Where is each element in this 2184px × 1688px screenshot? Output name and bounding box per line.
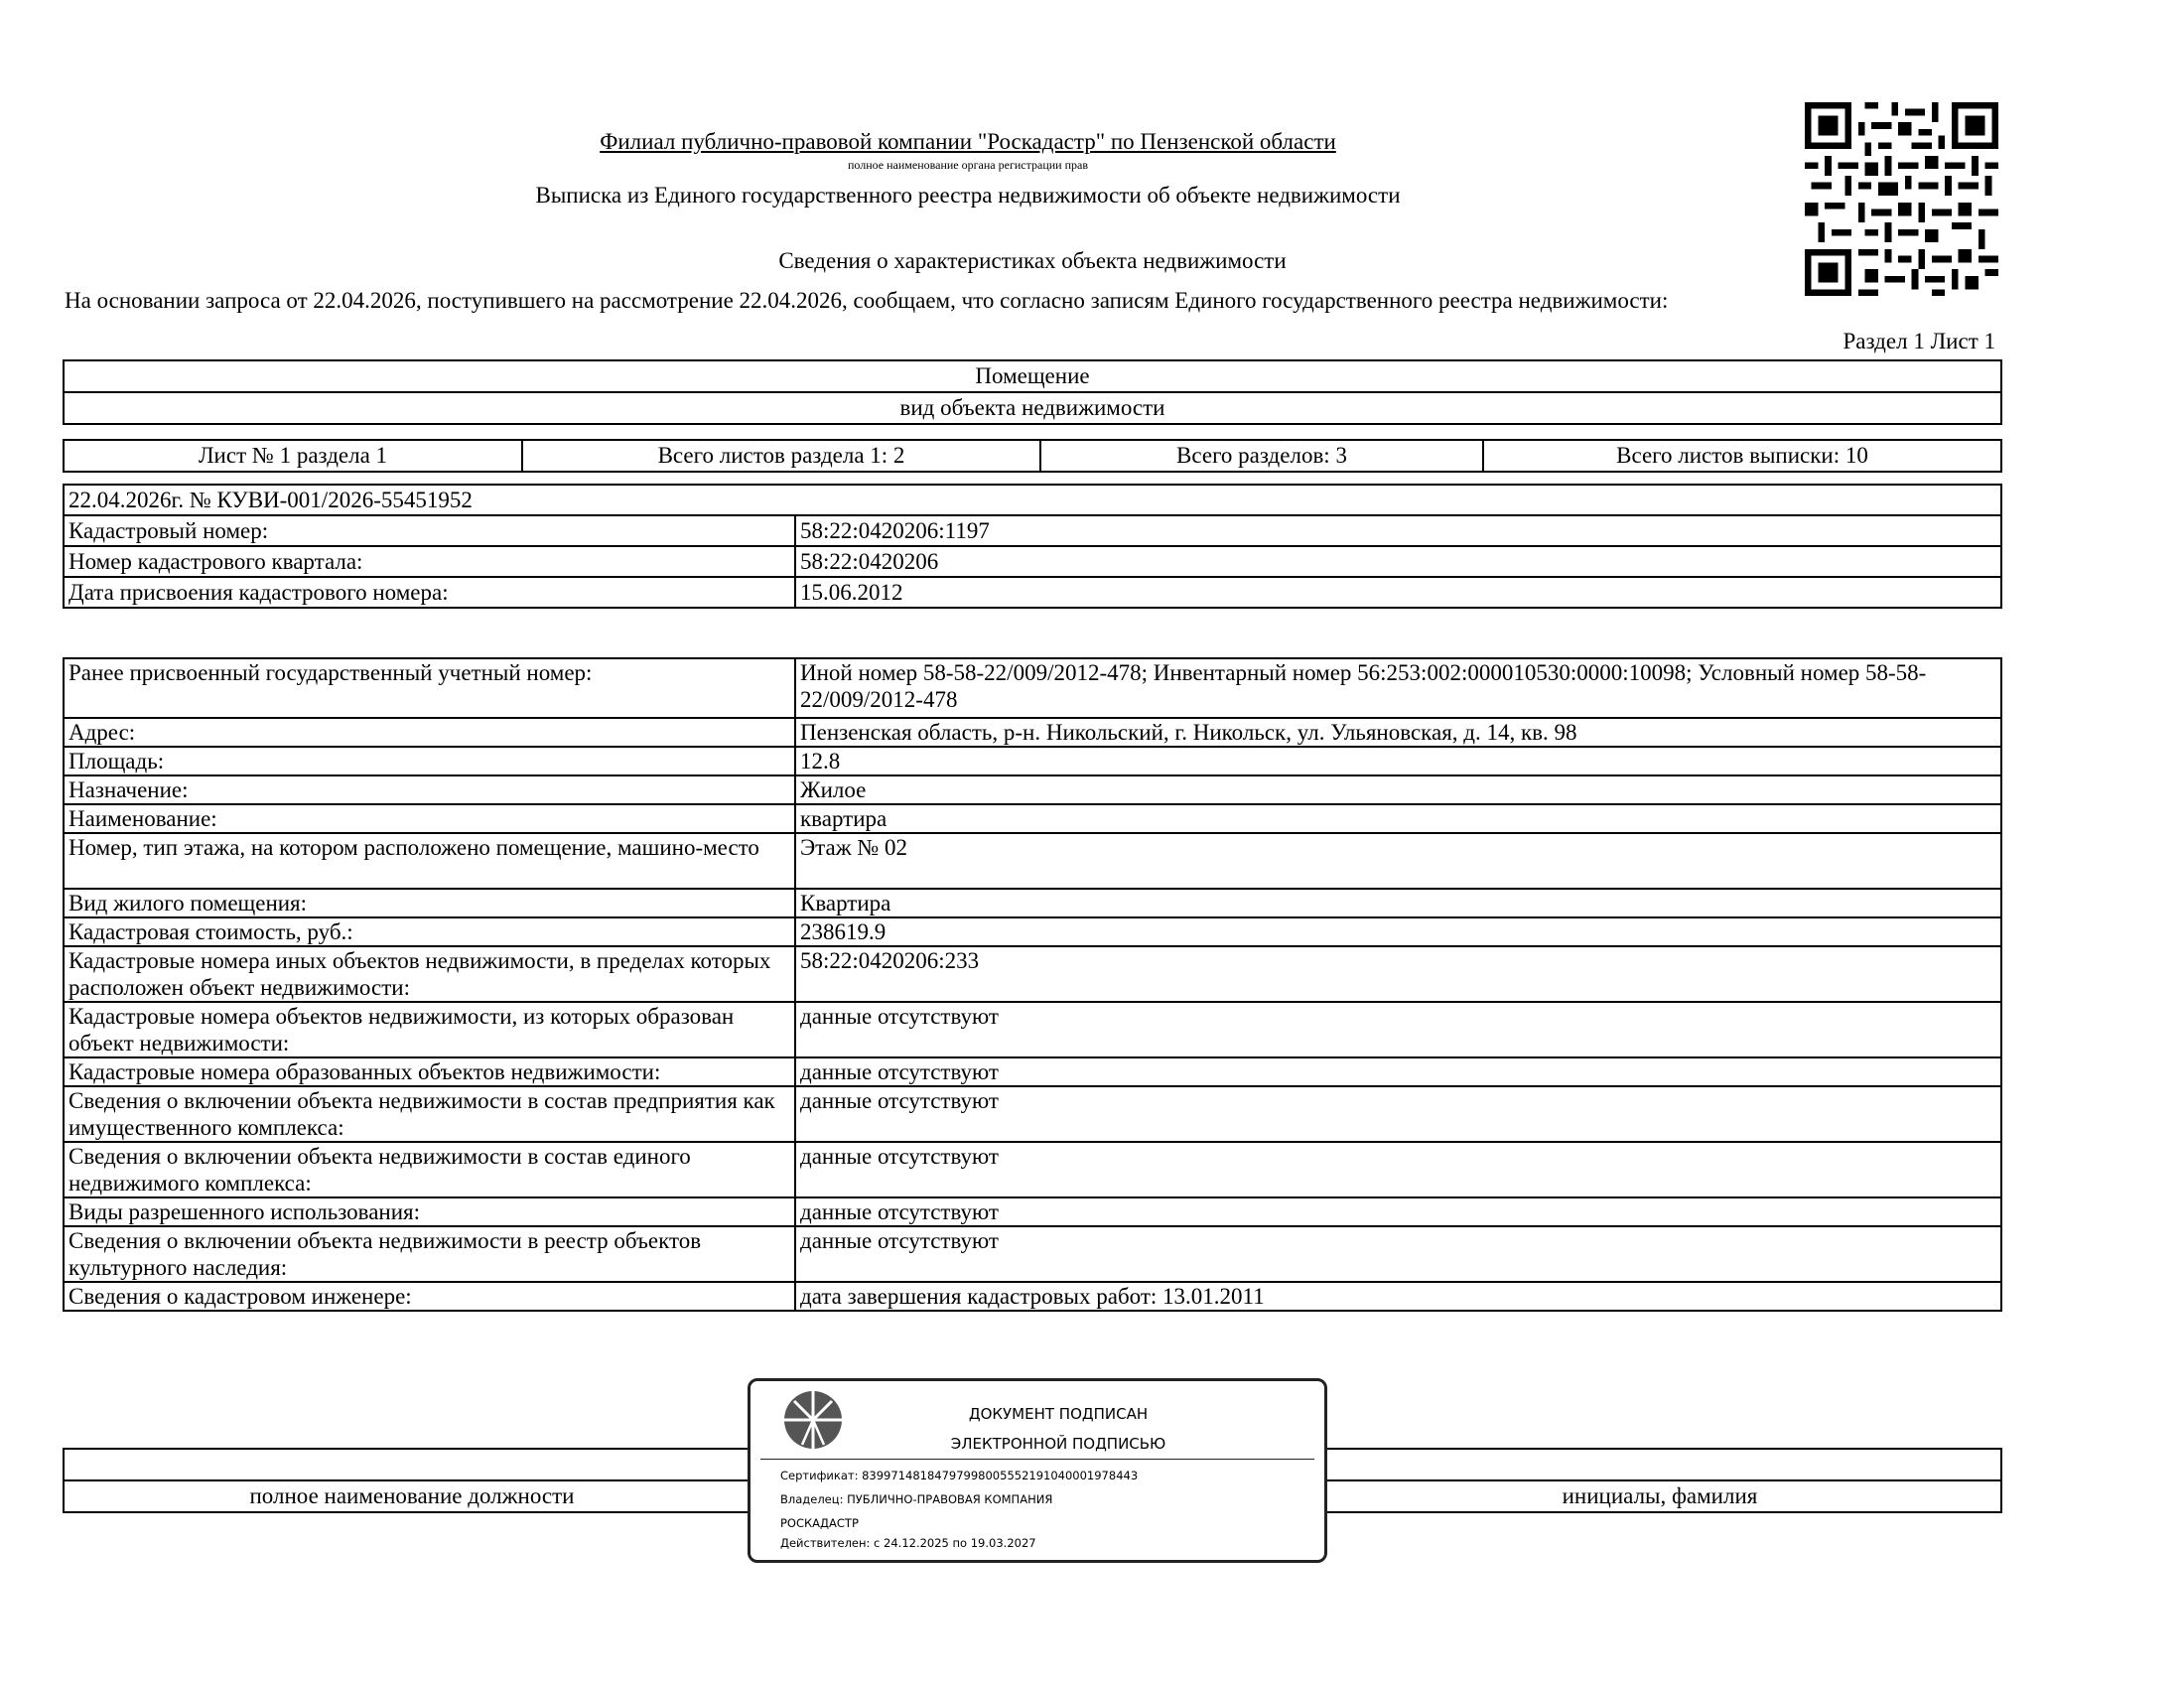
table-row [64,1197,2001,1226]
total-section-sheets: Всего листов раздела 1: 2 [522,440,1040,472]
electronic-signature-stamp [748,1378,1327,1563]
document-reference: 22.04.2026г. № КУВИ-001/2026-55451952 [64,485,2001,515]
row-label: Вид жилого помещения: [64,889,795,917]
table-row [64,1142,2001,1197]
row-label: Кадастровый номер: [64,515,795,546]
table-row [64,718,2001,747]
object-type: Помещение [64,360,2001,392]
row-value: Пензенская область, р-н. Никольский, г. Никольск, ул. Ульяновская, д. 14, кв. 98 [795,718,2001,747]
row-value: 15.06.2012 [795,577,2001,608]
stamp-validity: Действителен: с 24.12.2025 по 19.03.2027 [780,1536,1036,1550]
sheets-table [63,439,2002,473]
org-caption: полное наименование органа регистрации прав [847,158,1089,172]
stamp-certificate: Сертификат: 839971481847979980055521910400019784​43 [780,1469,1139,1482]
org-title: Филиал публично-правовой компании "Роскадастр" по Пензенской области [600,129,1336,154]
cadastral-header-table [63,484,2002,609]
row-value: данные отсутствуют [795,1002,2001,1057]
table-row [64,747,2001,775]
table-row [64,1282,2001,1311]
stamp-title-line-1: ДОКУМЕНТ ПОДПИСАН [968,1405,1149,1423]
row-value: 238619.9 [795,917,2001,946]
table-row [64,1002,2001,1057]
row-label: Кадастровые номера иных объектов недвижимости, в пределах которых расположен объект недвижимости: [64,946,795,1002]
row-value: 58:22:0420206 [795,546,2001,577]
signature-position-blank [64,1449,760,1480]
row-label: Назначение: [64,775,795,804]
sheet-number: Лист № 1 раздела 1 [64,440,522,472]
table-row [64,546,2001,577]
table-row [64,917,2001,946]
section-label: Раздел 1 Лист 1 [1843,329,1995,353]
row-value: данные отсутствуют [795,1142,2001,1197]
row-label: Сведения о включении объекта недвижимости в реестр объектов культурного наследия: [64,1226,795,1282]
row-value: 12.8 [795,747,2001,775]
doc-subtitle: Сведения о характеристиках объекта недвижимости [778,248,1287,273]
object-type-caption: вид объекта недвижимости [64,392,2001,424]
row-label: Виды разрешенного использования: [64,1197,795,1226]
characteristics-table [63,657,2002,1312]
stamp-divider [760,1459,1314,1460]
row-label: Сведения о кадастровом инженере: [64,1282,795,1311]
qr-code-icon [1805,102,1998,296]
table-row [64,804,2001,833]
row-label: Кадастровые номера образованных объектов недвижимости: [64,1057,795,1086]
row-label: Наименование: [64,804,795,833]
table-row [64,775,2001,804]
position-caption: полное наименование должности [64,1480,760,1512]
row-label: Ранее присвоенный государственный учетный номер: [64,658,795,718]
signature-name-blank [1318,1449,2001,1480]
table-row [64,833,2001,889]
row-label: Номер, тип этажа, на котором расположено помещение, машино-место [64,833,795,889]
row-value: Иной номер 58-58-22/009/2012-478; Инвентарный номер 56:253:002:000010530:0000:10098; Условный номер 58-58-22/009/2012-478 [795,658,2001,718]
name-caption: инициалы, фамилия [1318,1480,2001,1512]
row-value: данные отсутствуют [795,1086,2001,1142]
row-value: квартира [795,804,2001,833]
row-value: дата завершения кадастровых работ: 13.01.2011 [795,1282,2001,1311]
row-value: Квартира [795,889,2001,917]
table-row [64,658,2001,718]
row-value: данные отсутствуют [795,1226,2001,1282]
row-value: 58:22:0420206:1197 [795,515,2001,546]
row-value: Этаж № 02 [795,833,2001,889]
table-row [64,1226,2001,1282]
total-sections: Всего разделов: 3 [1040,440,1483,472]
object-type-table [63,359,2002,425]
row-value: 58:22:0420206:233 [795,946,2001,1002]
row-label: Кадастровая стоимость, руб.: [64,917,795,946]
row-value: данные отсутствуют [795,1197,2001,1226]
doc-title: Выписка из Единого государственного реестра недвижимости об объекте недвижимости [535,183,1401,208]
table-row [64,1057,2001,1086]
row-label: Номер кадастрового квартала: [64,546,795,577]
row-label: Кадастровые номера объектов недвижимости, из которых образован объект недвижимости: [64,1002,795,1057]
roskadastr-emblem-icon [782,1389,844,1451]
table-row [64,515,2001,546]
request-line: На основании запроса от 22.04.2026, поступившего на рассмотрение 22.04.2026, сообщаем, что согласно записям Единого государственного реестра недвижимости: [65,288,1669,313]
total-extract-sheets: Всего листов выписки: 10 [1483,440,2001,472]
stamp-owner-line-2: РОСКАДАСТР [780,1516,859,1530]
row-label: Адрес: [64,718,795,747]
table-row [64,577,2001,608]
table-row [64,946,2001,1002]
table-row [64,889,2001,917]
row-label: Дата присвоения кадастрового номера: [64,577,795,608]
row-value: данные отсутствуют [795,1057,2001,1086]
stamp-owner-line-1: Владелец: ПУБЛИЧНО-ПРАВОВАЯ КОМПАНИЯ [780,1492,1053,1506]
table-row [64,1086,2001,1142]
row-label: Сведения о включении объекта недвижимости в состав предприятия как имущественного комплекса: [64,1086,795,1142]
row-value: Жилое [795,775,2001,804]
stamp-title-line-2: ЭЛЕКТРОННОЙ ПОДПИСЬЮ [950,1435,1166,1453]
row-label: Площадь: [64,747,795,775]
row-label: Сведения о включении объекта недвижимости в состав единого недвижимого комплекса: [64,1142,795,1197]
